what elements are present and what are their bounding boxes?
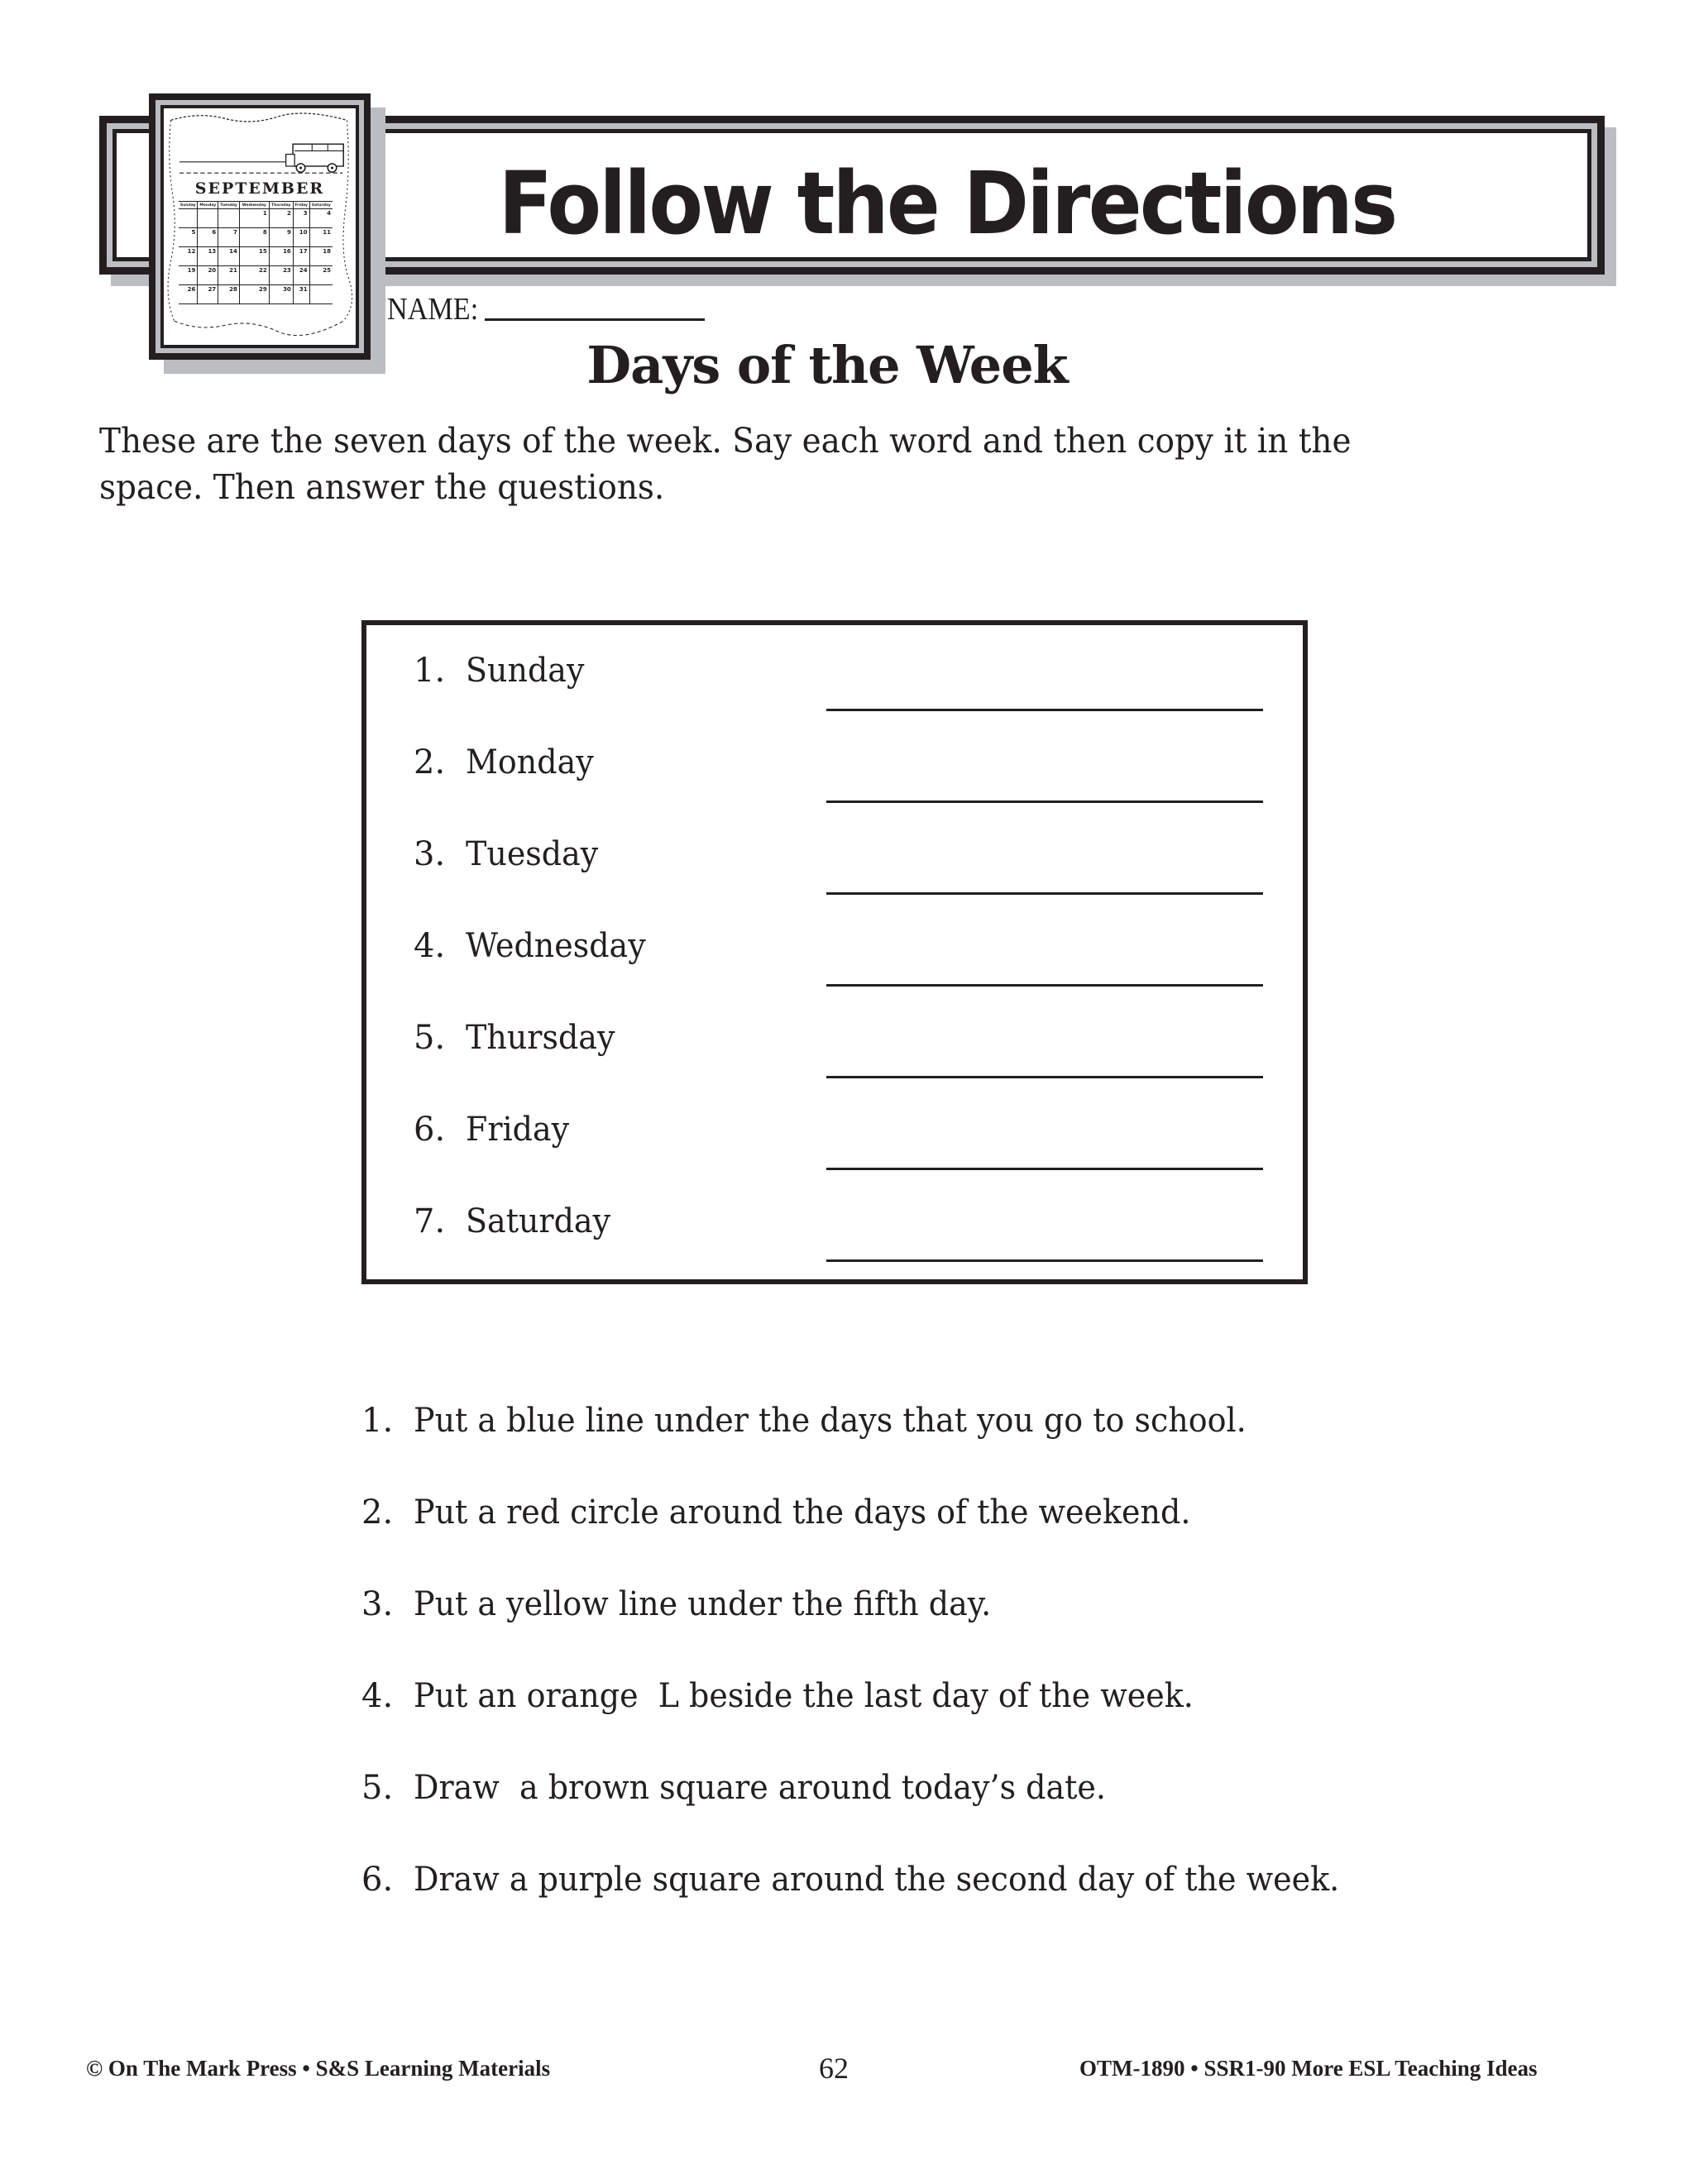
instruction-text: Put a red circle around the days of the weekend. xyxy=(414,1493,1191,1532)
copy-line[interactable] xyxy=(826,709,1263,711)
instruction-item xyxy=(361,1677,1519,1769)
day-number: 4. xyxy=(414,927,446,965)
copy-line[interactable] xyxy=(826,984,1263,987)
day-label: Monday xyxy=(466,743,594,781)
day-row xyxy=(366,625,1303,717)
day-label: Thursday xyxy=(466,1019,615,1057)
instruction-number: 5. xyxy=(361,1769,394,1807)
day-number: 7. xyxy=(414,1202,446,1240)
day-label: Saturday xyxy=(466,1202,611,1240)
day-label: Tuesday xyxy=(466,835,599,873)
copy-line[interactable] xyxy=(826,1168,1263,1170)
day-number: 1. xyxy=(414,652,446,690)
calendar-month: SEPTEMBER xyxy=(194,179,325,198)
days-copy-box xyxy=(361,620,1308,1284)
instruction-number: 4. xyxy=(361,1677,394,1715)
day-row xyxy=(366,1176,1303,1268)
instruction-number: 3. xyxy=(361,1585,394,1623)
section-heading: Days of the Week xyxy=(586,335,1068,395)
day-label: Sunday xyxy=(466,652,585,690)
instruction-item xyxy=(361,1402,1519,1493)
name-label: NAME: xyxy=(387,292,479,327)
instruction-item xyxy=(361,1493,1519,1585)
day-label: Friday xyxy=(466,1111,570,1149)
instruction-item xyxy=(361,1769,1519,1861)
copy-line[interactable] xyxy=(826,1259,1263,1262)
copy-line[interactable] xyxy=(826,892,1263,895)
instruction-item xyxy=(361,1585,1519,1677)
day-number: 6. xyxy=(414,1111,446,1149)
name-field xyxy=(387,291,705,327)
footer-copyright: © On The Mark Press • S&S Learning Materials xyxy=(86,2056,551,2081)
instruction-number: 6. xyxy=(361,1861,394,1899)
calendar-grid: Sunday Monday Tuesday Wednesday Thursday Friday Saturday 1 2 3 4 5 6 7 8 9 10 11 12 13 14 15 16 17 18 19 20 21 22 23 24 25 26 27 28 29 30 31 xyxy=(179,201,333,304)
copy-line[interactable] xyxy=(826,800,1263,803)
day-row xyxy=(366,901,1303,992)
instruction-text: Put a blue line under the days that you go to school. xyxy=(414,1402,1247,1440)
calendar-illustration xyxy=(149,93,371,360)
page-title: Follow the Directions xyxy=(498,153,1396,254)
intro-paragraph: These are the seven days of the week. Say each word and then copy it in the space. Then answer the questions. xyxy=(99,421,1352,507)
day-number: 5. xyxy=(414,1019,446,1057)
instruction-text: Put a yellow line under the fifth day. xyxy=(414,1585,992,1623)
instruction-text: Put an orange L beside the last day of the week. xyxy=(414,1677,1194,1715)
day-number: 2. xyxy=(414,743,446,781)
day-row xyxy=(366,992,1303,1084)
name-input-line[interactable] xyxy=(485,318,705,321)
day-label: Wednesday xyxy=(466,927,646,965)
page-number: 62 xyxy=(819,2052,849,2085)
day-number: 3. xyxy=(414,835,446,873)
instruction-number: 2. xyxy=(361,1493,394,1532)
instruction-text: Draw a purple square around the second day of the week. xyxy=(414,1861,1340,1899)
instruction-text: Draw a brown square around today’s date. xyxy=(414,1769,1106,1807)
instruction-item xyxy=(361,1861,1519,1952)
day-row xyxy=(366,717,1303,809)
copy-line[interactable] xyxy=(826,1076,1263,1078)
day-row xyxy=(366,809,1303,901)
day-row xyxy=(366,1084,1303,1176)
instruction-number: 1. xyxy=(361,1402,394,1440)
footer-product-code: OTM-1890 • SSR1-90 More ESL Teaching Ideas xyxy=(1079,2056,1538,2081)
